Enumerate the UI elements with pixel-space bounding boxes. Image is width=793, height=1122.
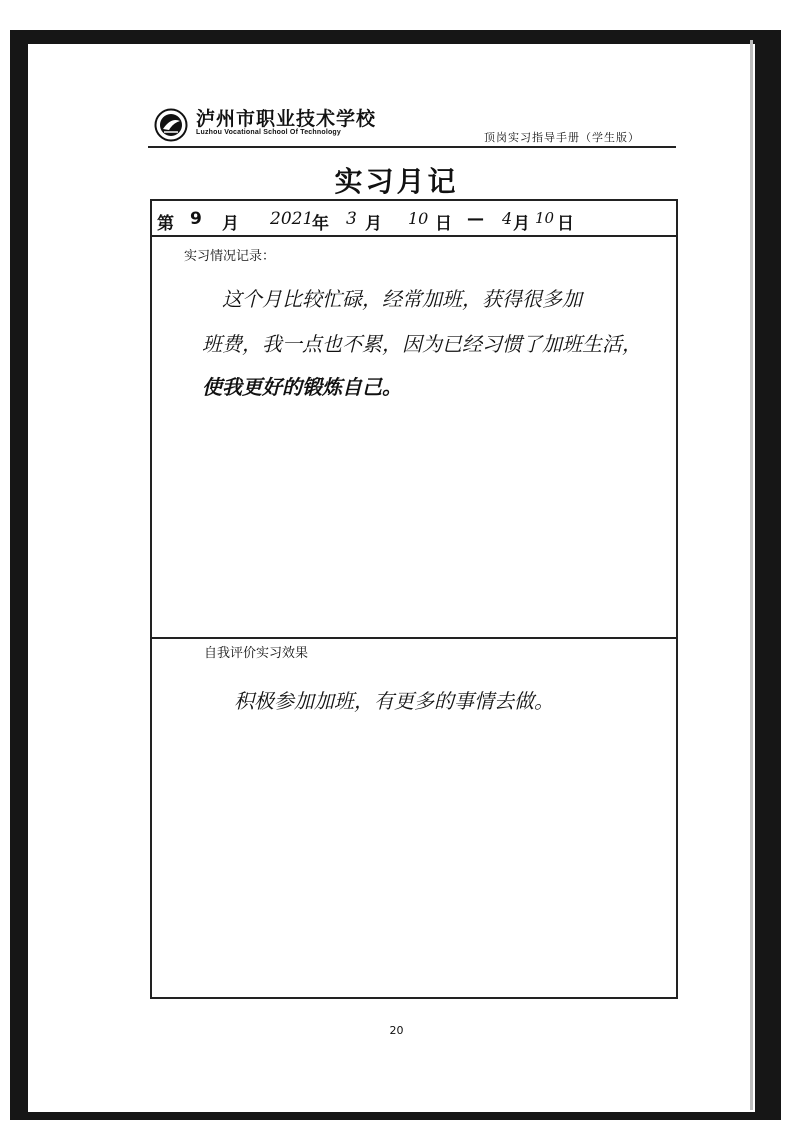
section-divider [152,637,676,639]
page-edge-shadow [750,40,753,1110]
end-day-value: 10 [535,209,555,227]
end-month-value: 4 [502,209,513,228]
period-prefix: 第 [157,214,174,234]
header-divider [148,146,676,148]
start-month-label: 月 [365,214,382,234]
journal-form [150,199,678,999]
year-value: 2021 [270,209,314,229]
end-day-label: 日 [557,214,574,234]
page-title: 实习月记 [334,165,459,198]
period-dash: — [467,209,484,229]
month-label: 月 [222,214,239,234]
month-number: 9 [190,209,202,229]
evaluation-line-1: 积极参加加班，有更多的事情去做。 [234,689,554,713]
year-label: 年 [312,214,329,234]
period-row [152,201,676,237]
record-label: 实习情况记录： [184,249,276,264]
end-month-label: 月 [513,214,530,234]
evaluation-label: 自我评价实习效果 [204,646,309,661]
manual-title: 顶岗实习指导手册（学生版） [484,131,640,144]
school-name-english: Luzhou Vocational School Of Technology [196,129,342,136]
start-day-label: 日 [435,214,452,234]
record-line-1: 这个月比较忙碌，经常加班，获得很多加 [222,287,582,311]
start-month-value: 3 [346,209,357,229]
record-line-3: 使我更好的锻炼自己。 [202,375,402,399]
school-name: 泸州市职业技术学校 [196,108,377,130]
start-day-value: 10 [408,209,429,228]
page-number: 20 [389,1024,404,1037]
record-line-2: 班费，我一点也不累，因为已经习惯了加班生活， [202,332,642,356]
school-logo-icon [154,108,188,142]
